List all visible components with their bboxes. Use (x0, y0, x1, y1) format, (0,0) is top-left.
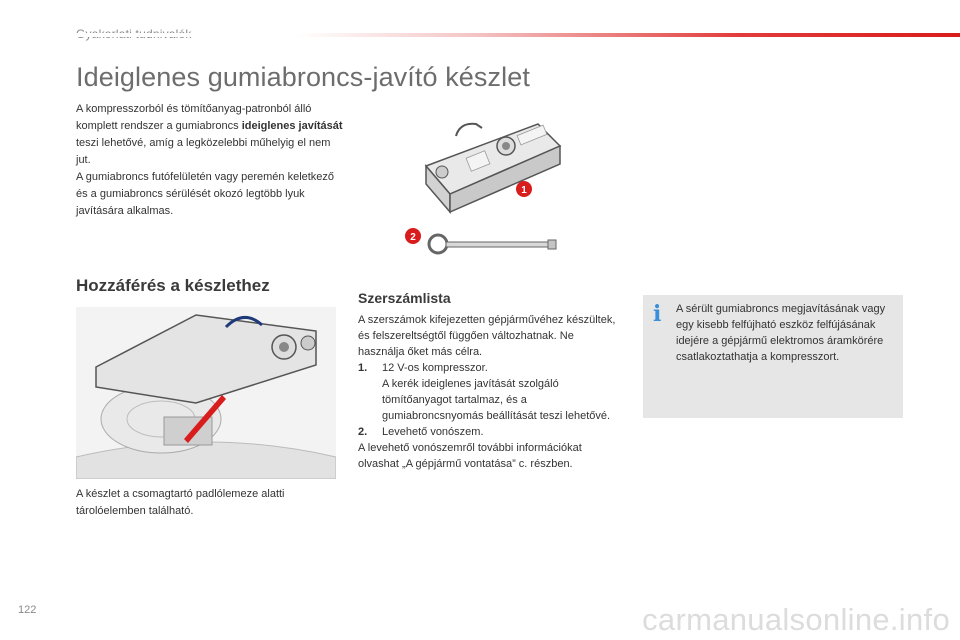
page-title: Ideiglenes gumiabroncs-javító készlet (76, 62, 530, 92)
info-icon: i (653, 301, 662, 327)
tools-intro: A szerszámok kifejezetten gépjárművéhez készültek, és felszereltségtől függően változhatnak. Ne használja őket más célra. (358, 314, 616, 358)
trunk-illustration (76, 307, 336, 479)
info-box (643, 295, 903, 418)
tools-outro: A levehető vonószemről további információkat olvashat „A gépjármű vontatása” c. részben. (358, 442, 582, 470)
access-heading: Hozzáférés a készlethez (76, 276, 270, 295)
repair-kit-illustration (398, 116, 586, 266)
header-rule (76, 33, 960, 37)
svg-text:1: 1 (521, 185, 527, 196)
item-number: 2. (358, 426, 368, 438)
watermark: carmanualsonline.info (642, 602, 950, 637)
page-number: 122 (18, 604, 37, 616)
intro-paragraph-1: A kompresszorból és tömítőanyag-patronból álló komplett rendszer a gumiabroncs ideiglenes javítását teszi lehetővé, amíg a legközelebbi műhelyig el nem jut. (76, 103, 343, 166)
item-description: A kerék ideiglenes javítását szolgáló tömítőanyagot tartalmaz, és a gumiabroncsnyomás beállítását teszi lehetővé. (382, 378, 611, 422)
svg-text:2: 2 (410, 232, 416, 243)
list-item (358, 424, 620, 440)
item-number: 1. (358, 362, 368, 374)
info-text: A sérült gumiabroncs megjavításának vagy egy kisebb felfújható eszköz felfújásának idejére a gépjármű elektromos áramkörére csatlakoztathatja a kompresszort. (676, 303, 886, 363)
callout-2 (405, 228, 421, 244)
access-text: A készlet a csomagtartó padlólemeze alatti tárolóelemben található. (76, 488, 285, 517)
item-title: Levehető vonószem. (382, 426, 484, 438)
intro-paragraph-2: A gumiabroncs futófelületén vagy peremén keletkező és a gumiabroncs sérülését okozó legtöbb lyuk javítására alkalmas. (76, 171, 335, 217)
tools-list (358, 312, 620, 472)
compressor-case (426, 124, 560, 212)
towing-eye (429, 235, 556, 253)
tools-heading: Szerszámlista (358, 290, 451, 306)
item-title: 12 V-os kompresszor. (382, 362, 488, 374)
list-item (358, 360, 620, 376)
intro-text (76, 101, 344, 220)
callout-1 (516, 181, 532, 197)
intro-bold: ideiglenes javítását (241, 120, 343, 132)
